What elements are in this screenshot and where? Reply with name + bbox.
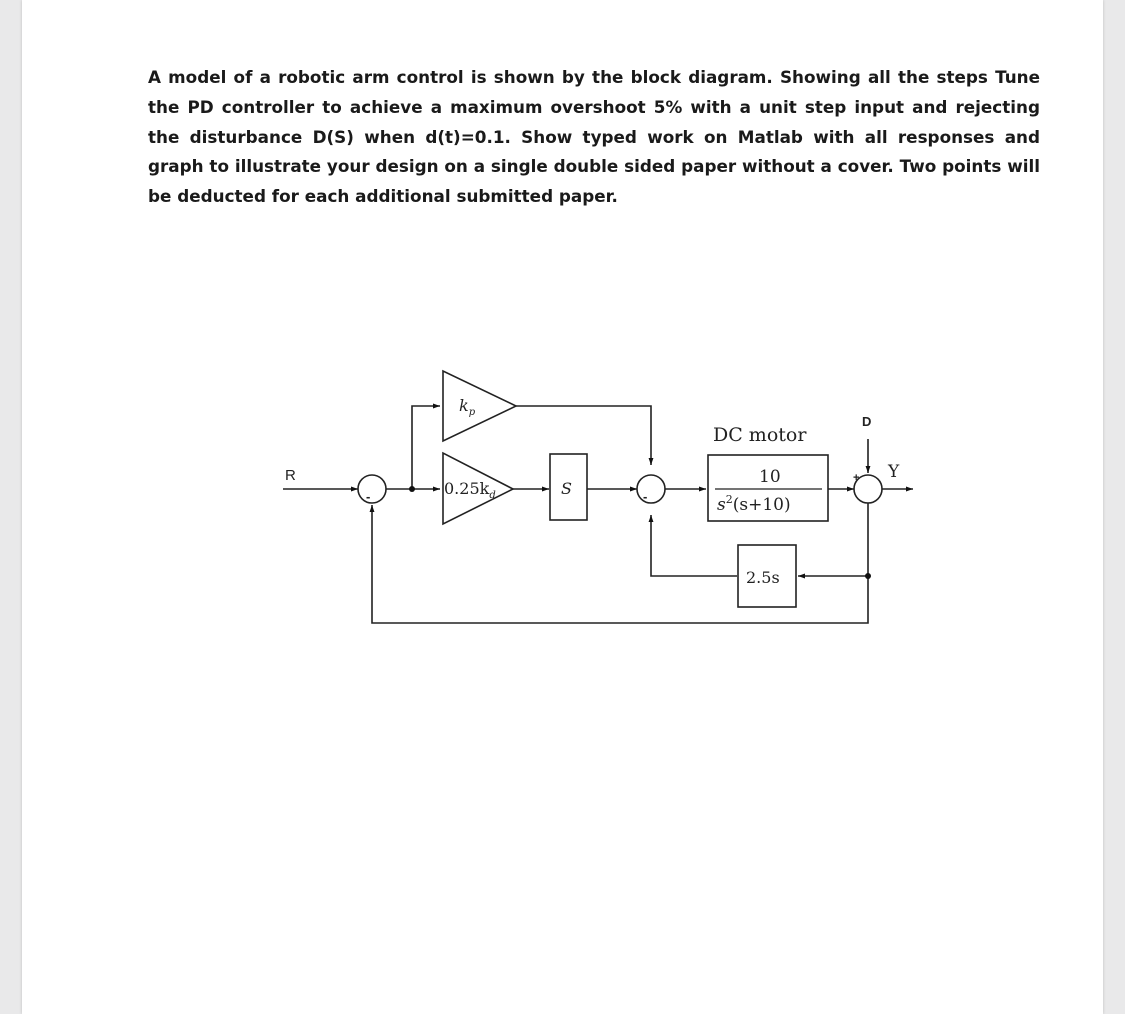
motor-numerator: 10 — [759, 467, 781, 487]
kd-label: $0.25k_d$ — [444, 479, 496, 501]
problem-statement: A model of a robotic arm control is shown by the block diagram. Showing all the steps Tune the PD controller to achieve a maximum overshoot 5% with a unit step input and rejecting the disturbance D(S) when d(t)=0.1. Show typed work on Matlab with all responses and graph to illustrate your design on a single double sided paper without a cover. Two points will be deducted for each additional submitted paper. — [148, 67, 1040, 207]
signal-rate-fb-to-sum2 — [651, 515, 737, 576]
input-label-r: R — [285, 467, 296, 484]
junction-y — [865, 573, 871, 579]
kp-label: $k_p$ — [459, 396, 476, 418]
disturbance-label: D — [862, 414, 872, 429]
output-label-y: Y — [888, 462, 900, 482]
motor-caption: DC motor — [713, 424, 807, 446]
kp-gain-block — [443, 371, 516, 441]
plus-sign-sum3: + — [853, 472, 860, 484]
summing-junction-1 — [358, 475, 386, 503]
minus-sign-sum1: - — [366, 489, 371, 504]
signal-e-to-kp — [412, 406, 440, 489]
derivative-label: S — [561, 479, 572, 498]
junction-e — [409, 486, 415, 492]
motor-denominator: $s^2(s+10)$ — [717, 493, 791, 515]
rate-feedback-label: 2.5s — [746, 568, 780, 587]
minus-sign-sum2: - — [643, 489, 648, 504]
summing-junction-2 — [637, 475, 665, 503]
